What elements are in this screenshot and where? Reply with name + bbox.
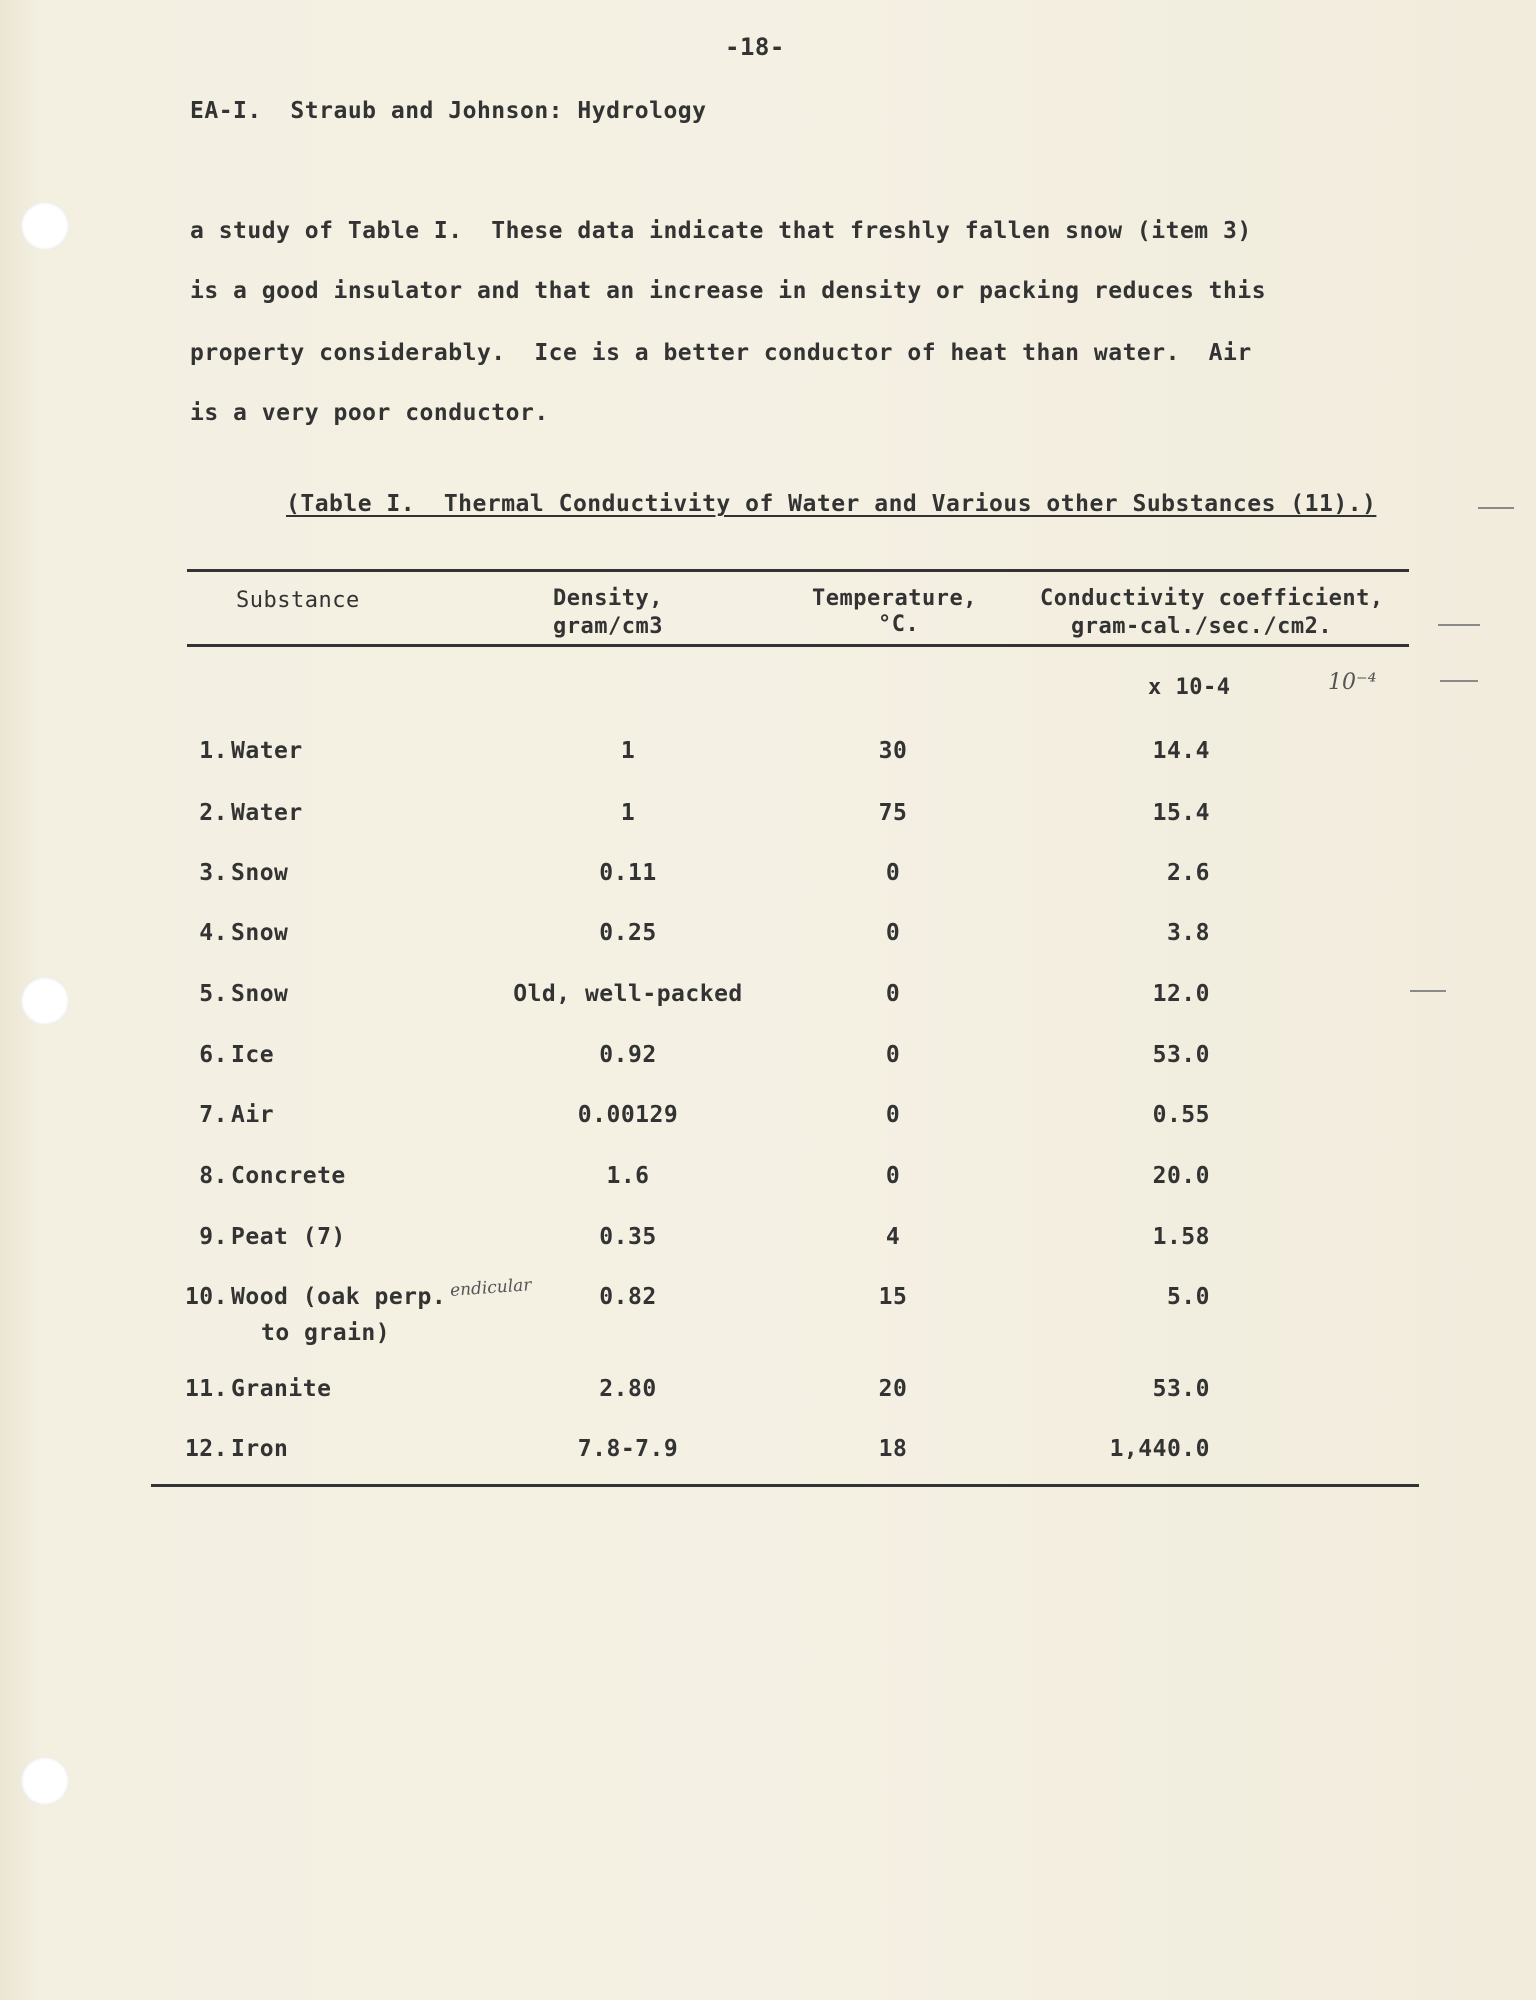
conductivity-cell: 3.8 [1166, 920, 1210, 946]
density-cell: 1.6 [606, 1163, 650, 1189]
density-cell: 0.11 [599, 860, 657, 886]
density-cell: 0.00129 [577, 1102, 679, 1128]
handwritten-insertion: endicular [449, 1275, 533, 1301]
table-row [0, 738, 1536, 778]
conductivity-cell: 2.6 [1166, 860, 1210, 886]
row-number: 4. [199, 920, 228, 946]
substance-cell: Snow [231, 920, 289, 946]
conductivity-multiplier: x 10-4 [1148, 675, 1231, 700]
binder-hole [21, 202, 69, 250]
column-header-temperature: Temperature, [812, 586, 977, 611]
row-number: 8. [199, 1163, 228, 1189]
binder-hole [21, 1757, 69, 1805]
row-number: 6. [199, 1042, 228, 1068]
substance-cell: Ice [231, 1042, 275, 1068]
table-row [0, 1042, 1536, 1082]
handwritten-annotation: 10⁻⁴ [1328, 670, 1377, 695]
paragraph-line: property considerably. Ice is a better conductor of heat than water. Air [190, 340, 1252, 366]
density-cell: 1 [620, 800, 636, 826]
table-row [0, 1376, 1536, 1416]
conductivity-cell: 53.0 [1152, 1376, 1210, 1402]
document-header: EA-I. Straub and Johnson: Hydrology [190, 98, 707, 124]
substance-cell: Snow [231, 860, 289, 886]
table-bottom-rule [151, 1484, 1419, 1487]
table-row [0, 981, 1536, 1021]
table-top-rule [187, 569, 1409, 572]
row-number: 9. [199, 1224, 228, 1250]
paragraph-line: is a very poor conductor. [190, 400, 549, 426]
column-header-temperature-unit: °C. [878, 612, 920, 637]
substance-cell-continued: to grain) [261, 1320, 391, 1346]
conductivity-cell: 53.0 [1152, 1042, 1210, 1068]
temperature-cell: 15 [878, 1284, 908, 1310]
row-number: 5. [199, 981, 228, 1007]
substance-cell: Air [231, 1102, 275, 1128]
substance-cell: Iron [231, 1436, 289, 1462]
temperature-cell: 75 [878, 800, 908, 826]
density-cell: 0.25 [599, 920, 657, 946]
column-header-density-unit: gram/cm3 [553, 614, 663, 639]
temperature-cell: 18 [878, 1436, 908, 1462]
row-number: 1. [199, 738, 228, 764]
column-header-substance: Substance [236, 588, 360, 613]
substance-cell: Granite [231, 1376, 332, 1402]
column-header-density: Density, [553, 586, 663, 611]
table-row [0, 1163, 1536, 1203]
table-caption: (Table I. Thermal Conductivity of Water and Various other Substances (11).) [286, 491, 1377, 517]
conductivity-cell: 20.0 [1152, 1163, 1210, 1189]
temperature-cell: 20 [878, 1376, 908, 1402]
table-row [0, 920, 1536, 960]
temperature-cell: 0 [885, 1042, 901, 1068]
density-cell: 7.8-7.9 [577, 1436, 679, 1462]
temperature-cell: 0 [885, 1102, 901, 1128]
temperature-cell: 0 [885, 1163, 901, 1189]
substance-cell: Water [231, 800, 303, 826]
density-cell: Old, well-packed [513, 981, 743, 1007]
margin-mark [1440, 680, 1478, 682]
page-number: -18- [725, 33, 785, 61]
paragraph-line: is a good insulator and that an increase in density or packing reduces this [190, 278, 1267, 304]
table-row [0, 1284, 1536, 1346]
substance-cell: Water [231, 738, 303, 764]
column-header-conductivity: Conductivity coefficient, [1040, 586, 1384, 611]
substance-cell: Peat (7) [231, 1224, 346, 1250]
table-row [0, 1102, 1536, 1142]
table-row [0, 860, 1536, 900]
margin-mark [1438, 624, 1480, 626]
row-number: 12. [184, 1436, 228, 1462]
temperature-cell: 0 [885, 920, 901, 946]
density-cell: 0.35 [599, 1224, 657, 1250]
conductivity-cell: 1.58 [1152, 1224, 1210, 1250]
substance-cell: Snow [231, 981, 289, 1007]
density-cell: 0.82 [599, 1284, 657, 1310]
table-header-rule [187, 644, 1409, 647]
temperature-cell: 30 [878, 738, 908, 764]
row-number: 3. [199, 860, 228, 886]
conductivity-cell: 12.0 [1152, 981, 1210, 1007]
table-row [0, 800, 1536, 840]
density-cell: 1 [620, 738, 636, 764]
paragraph-line: a study of Table I. These data indicate that freshly fallen snow (item 3) [190, 218, 1252, 244]
margin-mark [1478, 507, 1514, 509]
table-row [0, 1224, 1536, 1264]
substance-cell: Wood (oak perp. [231, 1284, 447, 1310]
temperature-cell: 4 [885, 1224, 901, 1250]
column-header-conductivity-unit: gram-cal./sec./cm2. [1071, 614, 1333, 639]
row-number: 7. [199, 1102, 228, 1128]
temperature-cell: 0 [885, 981, 901, 1007]
conductivity-cell: 0.55 [1152, 1102, 1210, 1128]
density-cell: 2.80 [599, 1376, 657, 1402]
conductivity-cell: 5.0 [1166, 1284, 1210, 1310]
conductivity-cell: 14.4 [1152, 738, 1210, 764]
row-number: 2. [199, 800, 228, 826]
table-row [0, 1436, 1536, 1476]
row-number: 11. [184, 1376, 228, 1402]
substance-cell: Concrete [231, 1163, 346, 1189]
temperature-cell: 0 [885, 860, 901, 886]
density-cell: 0.92 [599, 1042, 657, 1068]
conductivity-cell: 1,440.0 [1109, 1436, 1210, 1462]
conductivity-cell: 15.4 [1152, 800, 1210, 826]
row-number: 10. [184, 1284, 228, 1310]
